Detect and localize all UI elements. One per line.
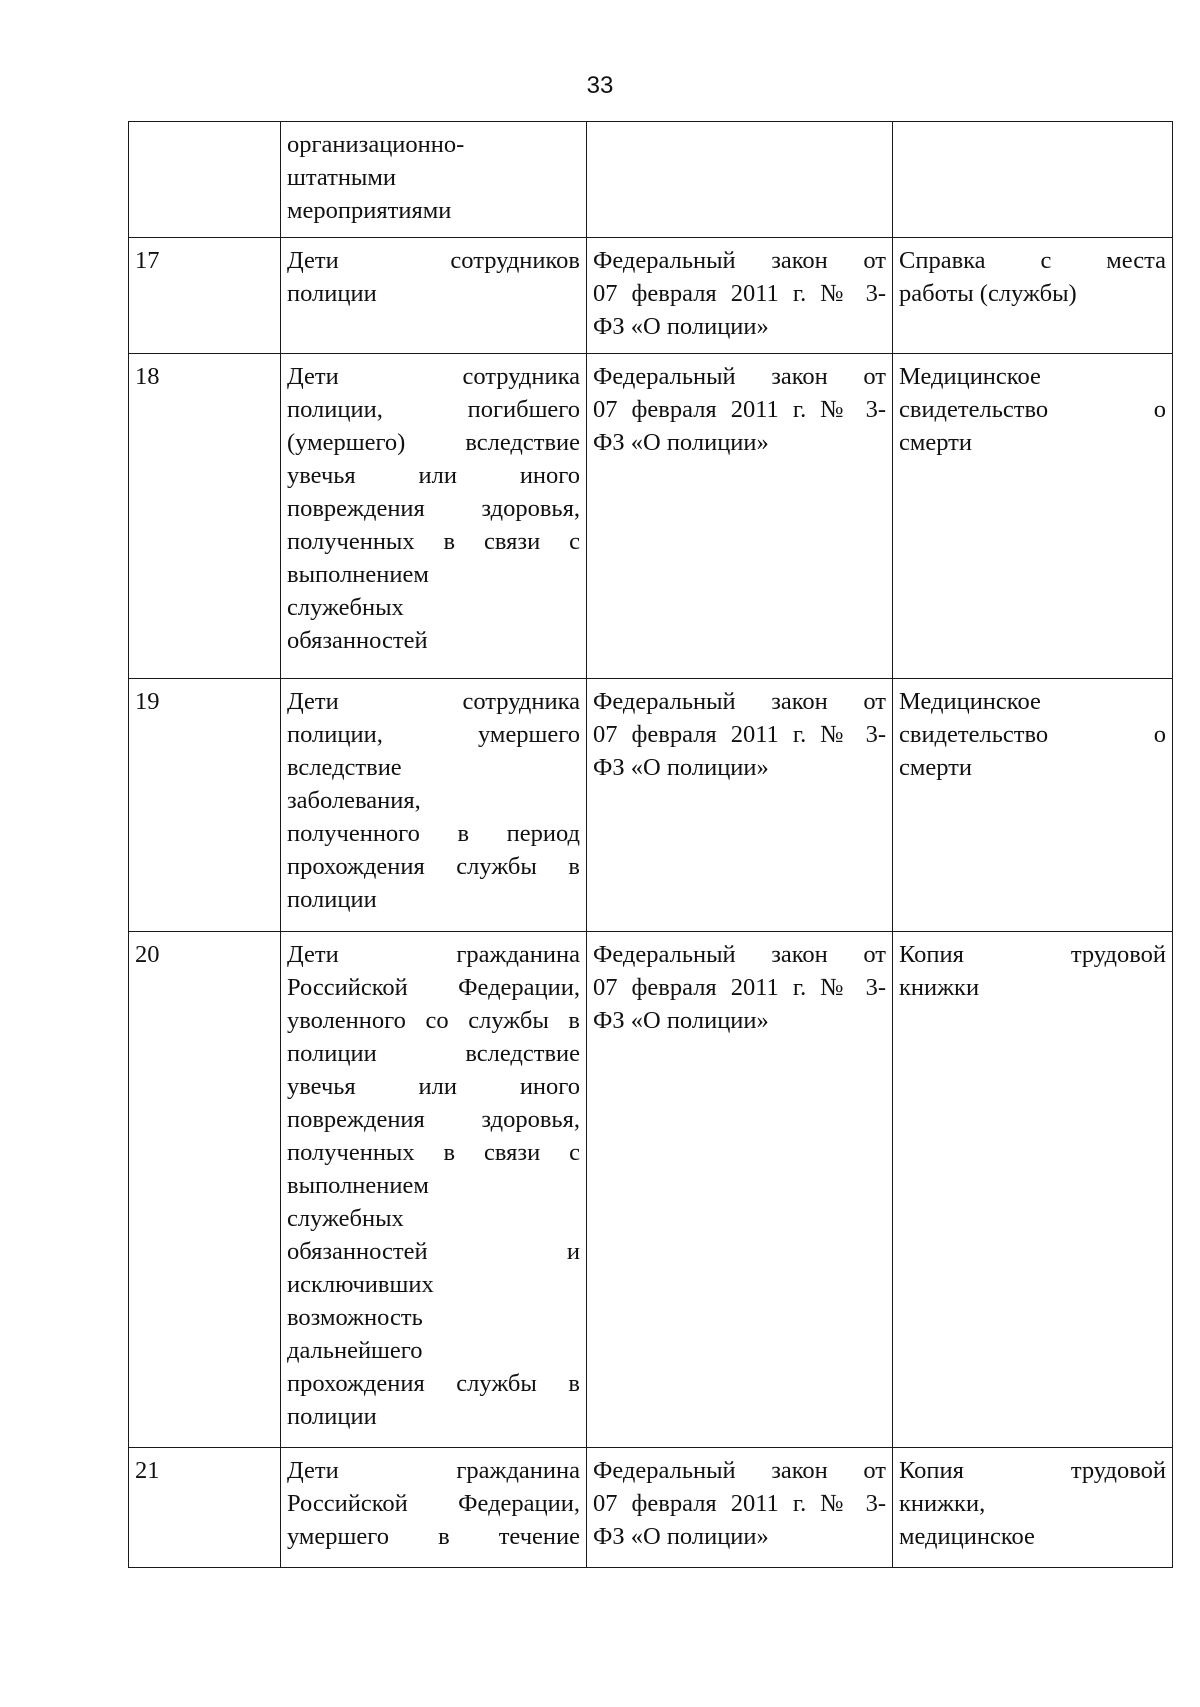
category-line: полученных в связи с [287,1139,580,1166]
category-line: повреждения здоровья, [287,495,580,522]
document-line: Копия трудовой [899,941,1166,968]
category-cell [281,354,587,679]
document-cell [893,1448,1173,1568]
category-line: обязанностей [287,627,428,654]
law-line: Федеральный закон от [593,941,886,968]
category-line: Дети сотрудника [287,688,580,715]
document-line: книжки [899,974,980,1001]
law-line: Федеральный закон от [593,688,886,715]
category-line: полиции, умершего [287,721,580,748]
category-line: служебных [287,1205,404,1232]
category-line: увечья или иного [287,462,580,489]
category-line: вследствие [287,754,402,781]
document-line: свидетельство о [899,396,1166,423]
table-body [129,122,1173,1568]
row-number-cell [129,354,281,679]
category-line: штатными [287,164,397,191]
law-line: 07 февраля 2011 г. № 3- [593,396,886,423]
category-line: Российской Федерации, [287,1490,580,1517]
law-line: ФЗ «О полиции» [593,1523,769,1550]
category-line: прохождения службы в [287,853,580,880]
category-line: (умершего) вследствие [287,429,580,456]
category-line: Российской Федерации, [287,974,580,1001]
document-cell [893,679,1173,932]
row-number: 20 [135,941,160,968]
law-cell [587,679,893,932]
document-line: работы (службы) [899,280,1077,307]
document-line: Медицинское [899,688,1041,715]
row-number: 19 [135,688,160,715]
category-line: полученных в связи с [287,528,580,555]
category-line: полиции вследствие [287,1040,580,1067]
law-cell [587,354,893,679]
law-line: 07 февраля 2011 г. № 3- [593,280,886,307]
document-line: смерти [899,754,972,781]
document-cell [893,122,1173,238]
row-number: 17 [135,247,160,274]
category-cell [281,932,587,1448]
category-line: дальнейшего [287,1337,423,1364]
table-row [129,238,1173,354]
category-line: умершего в течение [287,1523,580,1550]
document-cell [893,238,1173,354]
row-number: 21 [135,1457,160,1484]
category-line: служебных [287,594,404,621]
row-number: 18 [135,363,160,390]
law-line: ФЗ «О полиции» [593,1007,769,1034]
row-number-cell [129,238,281,354]
table-row [129,354,1173,679]
law-line: Федеральный закон от [593,1457,886,1484]
law-line: ФЗ «О полиции» [593,429,769,456]
row-number-cell [129,679,281,932]
document-line: смерти [899,429,972,456]
law-line: Федеральный закон от [593,247,886,274]
table-row [129,932,1173,1448]
category-line: организационно- [287,131,465,158]
law-line: 07 февраля 2011 г. № 3- [593,1490,886,1517]
category-line: прохождения службы в [287,1370,580,1397]
document-cell [893,932,1173,1448]
category-line: Дети гражданина [287,941,580,968]
category-line: выполнением [287,1172,429,1199]
category-line: возможность [287,1304,423,1331]
law-line: 07 февраля 2011 г. № 3- [593,974,886,1001]
category-line: обязанностей и [287,1238,580,1265]
category-line: полиции [287,280,377,307]
document-line: Копия трудовой [899,1457,1166,1484]
category-line: полиции [287,1403,377,1430]
category-cell [281,238,587,354]
law-cell [587,122,893,238]
law-line: ФЗ «О полиции» [593,754,769,781]
law-cell [587,1448,893,1568]
document-cell [893,354,1173,679]
category-line: выполнением [287,561,429,588]
law-cell [587,932,893,1448]
category-line: уволенного со службы в [287,1007,580,1034]
table-row [129,679,1173,932]
category-line: заболевания, [287,787,421,814]
category-cell [281,679,587,932]
law-line: Федеральный закон от [593,363,886,390]
document-line: книжки, [899,1490,986,1517]
table-row [129,1448,1173,1568]
page-number: 33 [586,72,614,99]
document-line: свидетельство о [899,721,1166,748]
document-line: Справка с места [899,247,1166,274]
row-number-cell [129,1448,281,1568]
category-line: Дети сотрудников [287,247,580,274]
category-line: повреждения здоровья, [287,1106,580,1133]
category-line: мероприятиями [287,197,452,224]
table-row [129,122,1173,238]
law-line: 07 февраля 2011 г. № 3- [593,721,886,748]
category-line: увечья или иного [287,1073,580,1100]
category-line: исключивших [287,1271,434,1298]
document-line: Медицинское [899,363,1041,390]
category-line: полиции, погибшего [287,396,580,423]
category-line: Дети гражданина [287,1457,580,1484]
row-number-cell [129,932,281,1448]
document-line: медицинское [899,1523,1035,1550]
category-line: полиции [287,886,377,913]
benefits-table [128,121,1173,1568]
law-line: ФЗ «О полиции» [593,313,769,340]
category-cell [281,1448,587,1568]
category-line: полученного в период [287,820,580,847]
category-cell [281,122,587,238]
category-line: Дети сотрудника [287,363,580,390]
law-cell [587,238,893,354]
row-number-cell [129,122,281,238]
